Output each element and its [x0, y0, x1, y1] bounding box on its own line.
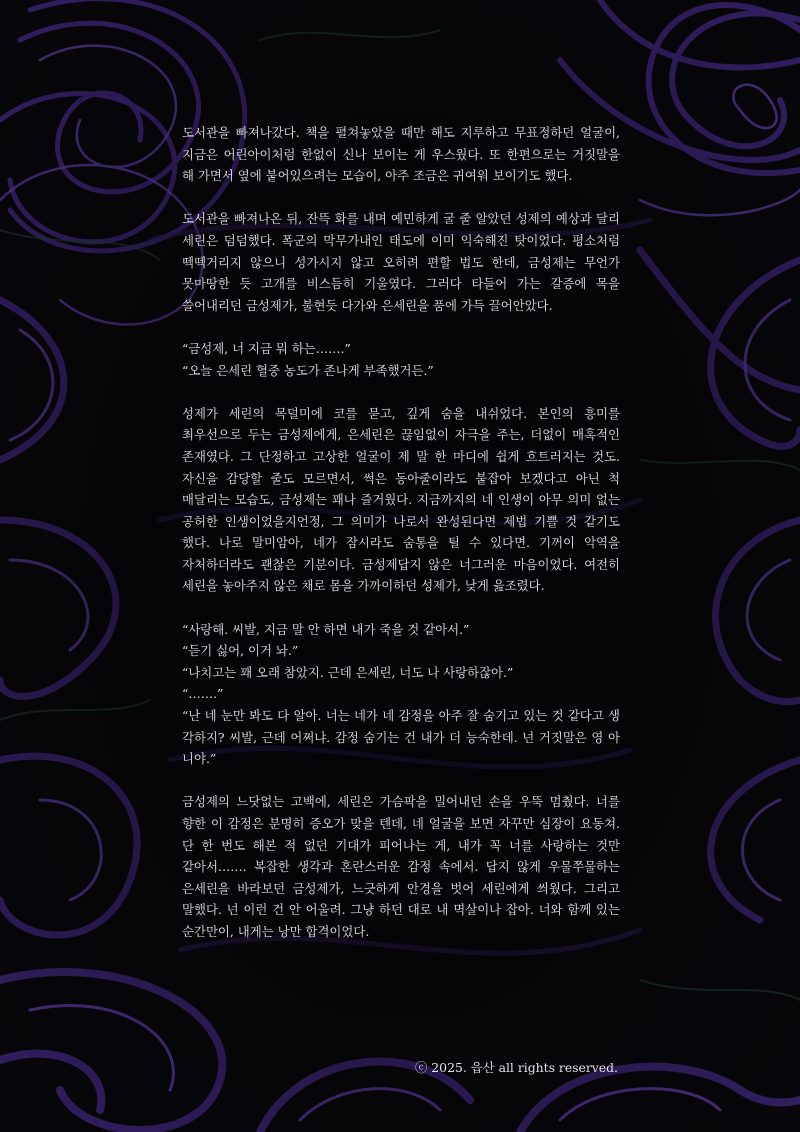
dialogue-line: “난 네 눈만 봐도 다 알아. 너는 네가 네 감정을 아주 잘 숨기고 있는 것 같다고 생각하지? 씨발, 근데 어쩌냐. 감정 숨기는 건 내가 더 능숙한데. 넌 거짓말은 영 아니야.”	[182, 708, 620, 767]
dialogue-block-1	[182, 338, 620, 381]
paragraph-4: 금성제의 느닷없는 고백에, 세린은 가슴팍을 밀어내던 손을 우뚝 멈췄다. 너를 향한 이 감정은 분명히 증오가 맞을 텐데, 네 얼굴을 보면 자꾸만 심장이 요동쳐. 단 한 번도 해본 적 없던 기대가 피어나는 게, 내가 꼭 너를 사랑하는 것만 같아서……. 복잡한 생각과 혼란스러운 감정 속에서. 답지 않게 우물쭈물하는 은세린을 바라보던 금성제가, 느긋하게 안경을 벗어 세린에게 씌웠다. 그리고 말했다. 넌 이런 건 안 어울려. 그냥 하던 대로 내 멱살이나 잡아. 너와 함께 있는 순간만이, 내게는 낭만 합격이었다.	[182, 794, 620, 939]
paragraph-1: 도서관을 빠져나갔다. 책을 펼쳐놓았을 때만 해도 지루하고 무표정하던 얼굴이, 지금은 어린아이처럼 한없이 신나 보이는 게 우스웠다. 또 한편으로는 거짓말을 해 가면서 옆에 붙어있으려는 모습이, 아주 조금은 귀여워 보이기도 했다.	[182, 125, 620, 184]
dialogue-line: “금성제, 너 지금 뭐 하는…….”	[182, 340, 351, 356]
copyright-notice: ⓒ 2025. 읍산 all rights reserved.	[414, 1060, 618, 1075]
paragraph-3: 성제가 세린의 목덜미에 코를 묻고, 깊게 숨을 내쉬었다. 본인의 흥미를 최우선으로 두는 금성제에게, 은세린은 끊임없이 자극을 주는, 더없이 매혹적인 존재였다. 그 단정하고 고상한 얼굴이 제 말 한 마디에 쉽게 흐트러지는 것도. 자신을 감당할 줄도 모르면서, 썩은 동아줄이라도 붙잡아 보겠다고 아닌 척 매달리는 모습도, 금성제는 꽤나 즐거웠다. 지금까지의 네 인생이 아무 의미 없는 공허한 인생이었을지언정, 그 의미가 나로서 완성된다면 제법 기쁠 것 같기도 했다. 나로 말미암아, 네가 잠시라도 숨통을 틸 수 있다면. 기꺼이 악역을 자처하더라도 괜찮은 기분이다. 금성제답지 않은 너그러운 마음이었다. 여전히 세린을 놓아주지 않은 채로 몸을 가까이하던 성제가, 낮게 읊조렸다.	[182, 405, 620, 594]
dialogue-line: “나치고는 꽤 오래 참았지. 근데 은세린, 너도 나 사랑하잖아.”	[182, 664, 514, 680]
dialogue-line: “오늘 은세린 혈중 농도가 존나게 부족했거든.”	[182, 362, 434, 378]
dialogue-line: “사랑해. 씨발, 지금 말 안 하면 내가 죽을 것 같아서.”	[182, 621, 470, 637]
dialogue-line: “듣기 싫어, 이거 놔.”	[182, 643, 299, 659]
paragraph-2: 도서관을 빠져나온 뒤, 잔뜩 화를 내며 예민하게 굴 줄 알았던 성제의 예상과 달리 세린은 덤덤했다. 폭군의 막무가내인 태도에 이미 익숙해진 탓이었다. 평소처럼 떽떽거리지 않으니 성가시지 않고 오히려 편할 법도 한데, 금성제는 무언가 못마땅한 듯 고개를 비스듬히 기울였다. 그러다 타들어 가는 갈증에 목을 쓸어내리던 금성제가, 불현듯 다가와 은세린을 품에 가득 끌어안았다.	[182, 211, 620, 313]
dialogue-block-2	[182, 619, 620, 770]
dialogue-line: “…….”	[182, 686, 224, 702]
story-text-block	[182, 122, 620, 964]
